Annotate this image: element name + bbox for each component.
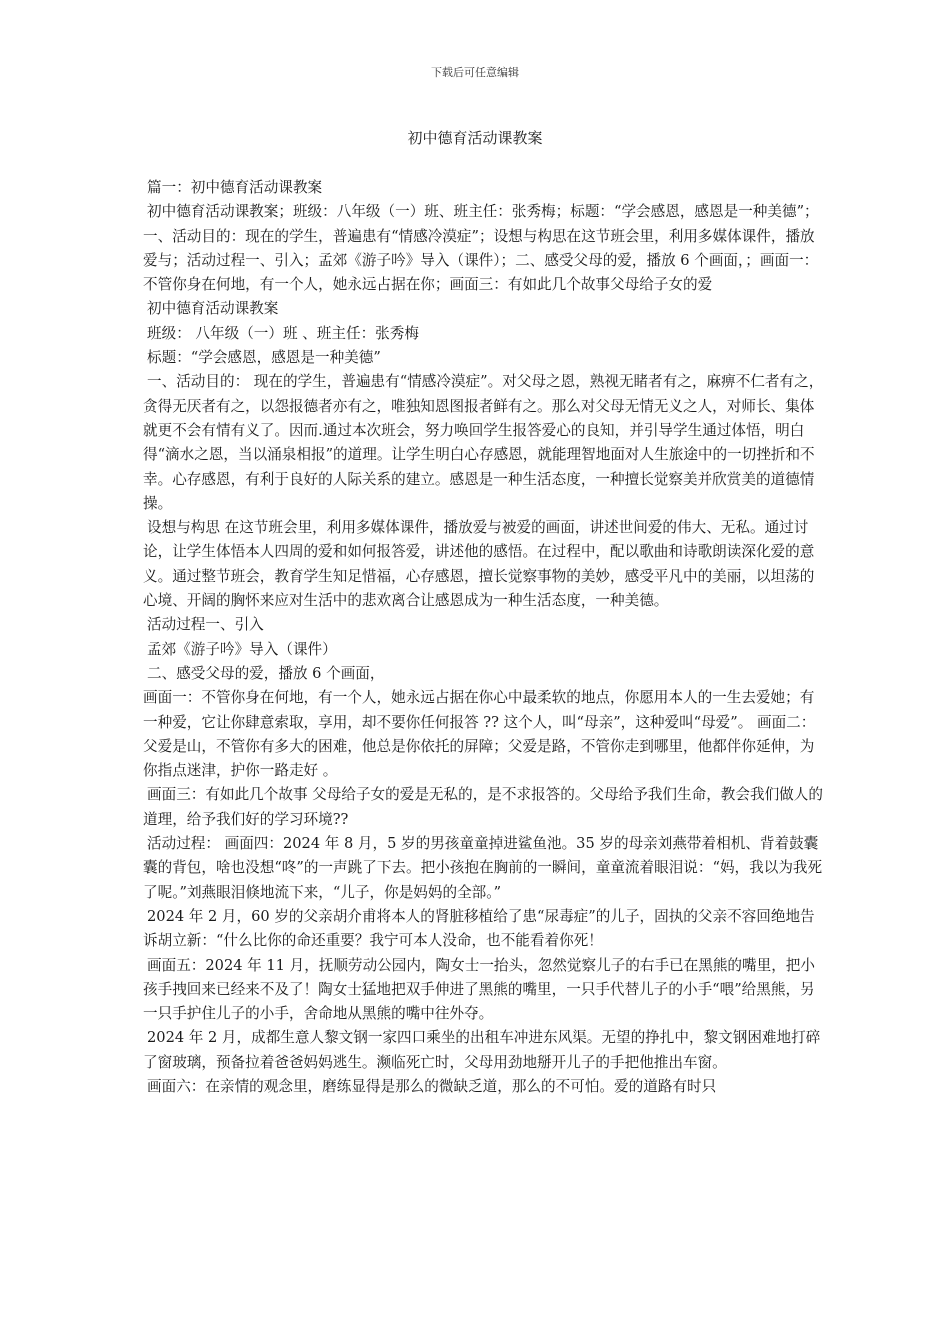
document-title: 初中德育活动课教案 (407, 129, 543, 147)
paragraph-objective: 一、活动目的： 现在的学生，普遍患有“情感冷漠症”。对父母之恩，熟视无睹者有之，麻痹不仁者有之，贪得无厌者有之，以怨报德者亦有之，唯独知恩图报者鲜有之。那么对父母无情无义之人，对师长、集体就更不会有情有义了。因而.通过本次班会，努力唤回学生报答爱心的良知，并引导学生通过体悟，明白得“滴水之恩，当以涌泉相报”的道理。让学生明白心存感恩，就能理智地面对人生旅途中的一切挫折和不幸。心存感恩，有利于良好的人际关系的建立。感恩是一种生活态度，一种擅长觉察美并欣赏美的道德情操。 (143, 373, 824, 512)
paragraph-scene-four: 活动过程： 画面四：2024 年 8 月，5 岁的男孩童童掉进鲨鱼池。35 岁的母亲刘燕带着相机、背着鼓囊囊的背包，啥也没想“咚”的一声跳了下去。把小孩抱在胸前的一瞬间，童童流着眼泪说：“妈，我以为我死了呢。”刘燕眼泪倏地流下来，“儿子，你是妈妈的全部。” (143, 835, 823, 901)
paragraph-design: 设想与构思 在这节班会里，利用多媒体课件，播放爱与被爱的画面，讲述世间爱的伟大、无私。通过讨论，让学生体悟本人四周的爱和如何报答爱，讲述他的感悟。在过程中，配以歌曲和诗歌朗读深化爱的意义。通过整节班会，教育学生知足惜福，心存感恩，擅长觉察事物的美妙，感受平凡中的美丽，以坦荡的心境、开阔的胸怀来应对生活中的悲欢离合让感恩成为一种生活态度，一种美德。 (143, 519, 815, 610)
paragraph-summary: 初中德育活动课教案；班级：八年级（一）班、班主任：张秀梅；标题：“学会感恩，感恩是一种美德”；一、活动目的：现在的学生，普遍患有“情感冷漠症”；设想与构思在这节班会里，利用多媒体课件，播放爱与；活动过程一、引入；孟郊《游子吟》导入（课件）；二、感受父母的爱，播放 6 个画面，；画面一：不管你身在何地，有一个人，她永远占据在你；画面三：有如此几个故事父母给子女的爱 (143, 203, 819, 294)
paragraph-scene-six: 画面六：在亲情的观念里，磨练显得是那么的微缺乏道，那么的不可怕。爱的道路有时只 (147, 1077, 717, 1095)
paragraph-process-intro: 活动过程一、引入 (147, 616, 264, 634)
paragraph-story-kidney: 2024 年 2 月，60 岁的父亲胡介甫将本人的肾脏移植给了患“尿毒症”的儿子，固执的父亲不容回绝地告诉胡立新：“什么比你的命还重要？我宁可本人没命，也不能看着你死！ (143, 907, 815, 950)
paragraph-scene-three: 画面三：有如此几个故事 父母给子女的爱是无私的，是不求报答的。父母给予我们生命，教会我们做人的道理，给予我们好的学习环境?? (143, 786, 823, 828)
paragraph-class-info: 班级： 八年级（一）班 、班主任：张秀梅 (147, 324, 419, 342)
paragraph-story-taxi: 2024 年 2 月，成都生意人黎文钢一家四口乘坐的出租车冲进东风渠。无望的挣扎中，黎文钢困难地打碎了窗玻璃，预备拉着爸爸妈妈逃生。濒临死亡时，父母用劲地掰开儿子的手把他推出车窗。 (143, 1029, 821, 1071)
paragraph-scene-one-two: 画面一：不管你身在何地，有一个人，她永远占据在你心中最柔软的地点，你愿用本人的一生去爱她；有一种爱，它让你肆意索取，享用，却不要你任何报答 ?? 这个人，叫“母亲”，这种爱叫“母爱”。 画面二：父爱是山，不管你有多大的困难，他总是你依托的屏障；父爱是路，不管你走到哪里，他都伴你延伸，为你指点迷津，护你一路走好 。 (143, 689, 816, 780)
paragraph-subtitle: 初中德育活动课教案 (147, 300, 279, 318)
paragraph-poem-intro: 孟郊《游子吟》导入（课件） (147, 640, 337, 658)
paragraph-topic: 标题：“学会感恩，感恩是一种美德” (147, 349, 381, 367)
paragraph-scene-five: 画面五：2024 年 11 月，抚顺劳动公园内，陶女士一抬头，忽然觉察儿子的右手已在黑熊的嘴里，把小孩手拽回来已经来不及了！陶女士猛地把双手伸进了黑熊的嘴里，一只手代替儿子的小手“喂”给黑熊，另一只手护住儿子的小手，舍命地从黑熊的嘴中往外夺。 (143, 956, 815, 1023)
header-note: 下载后可任意编辑 (431, 66, 519, 79)
document-body (143, 176, 826, 1099)
paragraph-section-heading: 篇一：初中德育活动课教案 (147, 179, 323, 196)
paragraph-part-two: 二、感受父母的爱，播放 6 个画面， (147, 664, 385, 682)
